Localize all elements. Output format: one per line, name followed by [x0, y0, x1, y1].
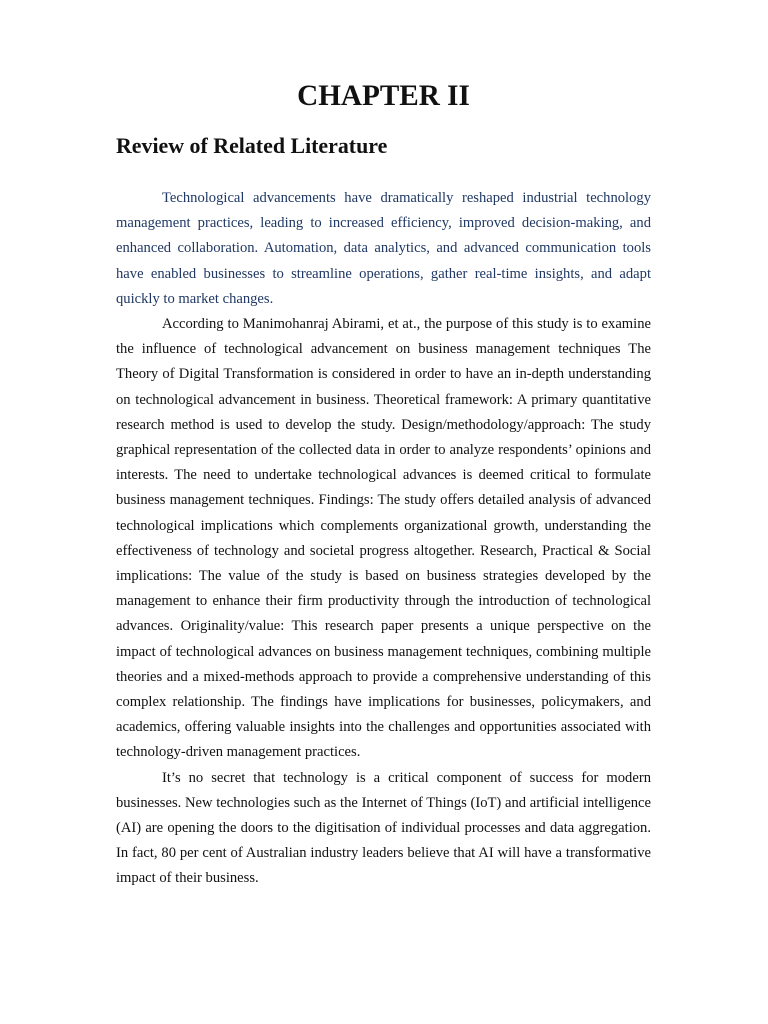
section-heading: Review of Related Literature: [116, 133, 388, 158]
chapter-title: CHAPTER II: [297, 80, 470, 112]
document-page: [116, 80, 651, 892]
paragraph-technology-success: It’s no secret that technology is a critical component of success for modern businesses. New technologies such as the Internet of Things (IoT) and artificial intelligence (AI) are opening the doors to the digitisation of individual processes and data aggregation. In fact, 80 per cent of Australian industry leaders believe that AI will have a transformative impact of their business.: [116, 769, 651, 887]
paragraph-study-review: According to Manimohanraj Abirami, et at., the purpose of this study is to examine the influence of technological advancement on business management techniques The Theory of Digital Transformation is considered in order to have an in-depth understanding on technological advancement in business. Theoretical framework: A primary quantitative research method is used to develop the study. Design/methodology/approach: The study graphical representation of the collected data in order to analyze respondents’ opinions and interests. The need to undertake technological advances is deemed critical to formulate business management techniques. Findings: The study offers detailed analysis of advanced technological implications which complements organizational growth, understanding the effectiveness of technology and societal progress altogether. Research, Practical & Social implications: The value of the study is based on business strategies developed by the management to enhance their firm productivity through the introduction of technological advances. Originality/value: This research paper presents a unique perspective on the impact of technological advances on business management techniques, combining multiple theories and a mixed-methods approach to provide a comprehensive understanding of this complex relationship. The findings have implications for businesses, policymakers, and academics, offering valuable insights into the challenges and opportunities associated with technology-driven management practices.: [116, 316, 651, 761]
document-body: [116, 186, 651, 892]
paragraph-intro: Technological advancements have dramatically reshaped industrial technology management practices, leading to increased efficiency, improved decision-making, and enhanced collaboration. Automation, data analytics, and advanced communication tools have enabled businesses to streamline operations, gather real-time insights, and adapt quickly to market changes.: [116, 190, 651, 307]
